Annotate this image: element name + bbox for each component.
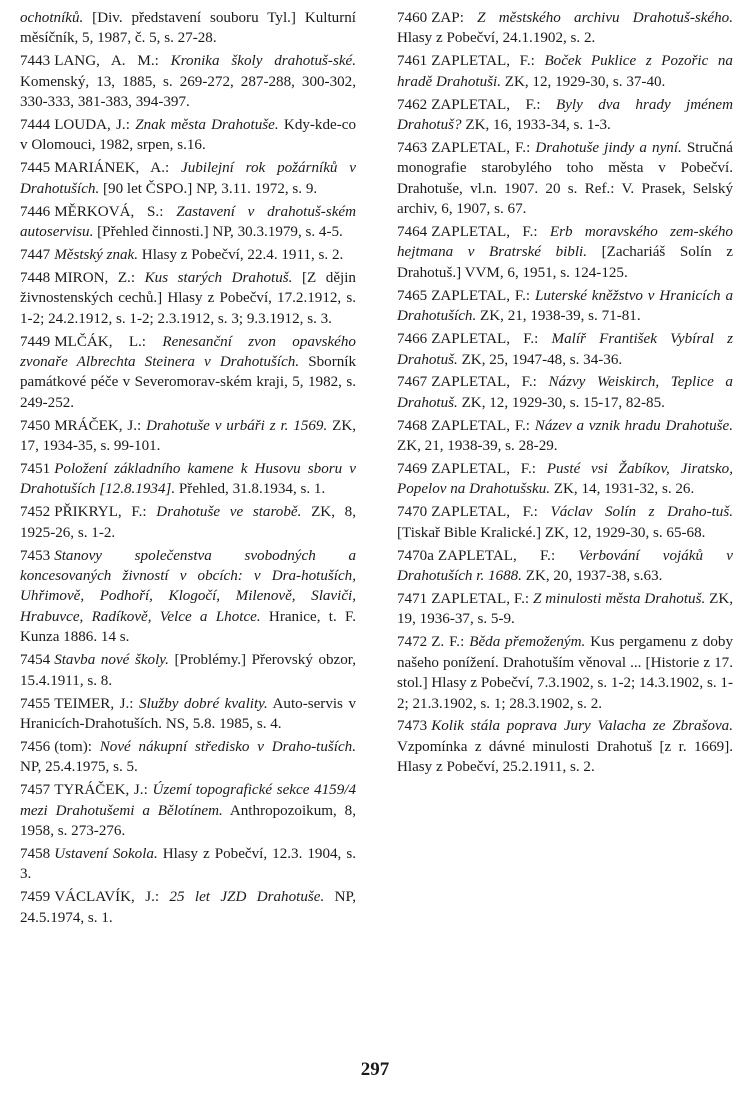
bib-entry	[20, 202, 356, 243]
entry-number: 7462	[397, 96, 428, 113]
entry-number: 7448	[20, 269, 51, 286]
entry-citation: ZK, 21, 1938-39, s. 28-29.	[397, 438, 558, 455]
entry-number: 7461	[397, 53, 428, 70]
bib-entry	[20, 332, 356, 414]
entry-title: Ustavení Sokola.	[54, 845, 158, 862]
bib-entry	[20, 459, 356, 500]
page-number: 297	[360, 1059, 390, 1080]
entry-title: ochotníků.	[20, 10, 84, 26]
entry-citation: ZK, 17, 1934-35, s. 99-101.	[20, 417, 357, 455]
entry-title: Položení základního kamene k Husovu sboru v Drahotuších [12.8.1934].	[20, 461, 356, 498]
entry-number: 7470a	[397, 547, 434, 564]
entry-citation: [Div. představení souboru Tyl.] Kulturní měsíčník, 5, 1987, č. 5, s. 27-28.	[20, 10, 356, 47]
entry-title: 25 let JZD Drahotuše.	[169, 889, 325, 906]
entry-number: 7450	[20, 417, 51, 434]
entry-author: MARIÁNEK, A.:	[54, 160, 170, 177]
entry-citation: [90 let ČSPO.] NP, 3.11. 1972, s. 9.	[99, 180, 318, 197]
bib-entry	[20, 158, 356, 199]
entry-author: ZAPLETAL, F.:	[431, 53, 535, 70]
entry-citation: Komenský, 13, 1885, s. 269-272, 287-288, 300-302, 330-333, 381-383, 394-397.	[20, 73, 356, 111]
entry-author: Z. F.:	[431, 634, 465, 651]
entry-author: MRÁČEK, J.:	[54, 417, 142, 434]
entry-number: 7459	[20, 889, 51, 906]
entry-author: ZAP:	[431, 10, 464, 26]
entry-title: Z minulosti města Drahotuš.	[532, 590, 706, 607]
bib-entry	[397, 459, 733, 500]
entry-citation: Hlasy z Pobečví, 24.1.1902, s. 2.	[397, 30, 596, 47]
entry-title: Běda přemoženým.	[469, 634, 586, 651]
entry-number: 7470	[397, 504, 428, 521]
bib-entry	[397, 502, 733, 543]
entry-author: TEIMER, J.:	[54, 695, 134, 712]
entry-number: 7465	[397, 287, 428, 304]
bib-entry	[397, 8, 733, 49]
entry-title: Nové nákupní středisko v Draho-tuších.	[99, 738, 356, 755]
entry-number: 7458	[20, 845, 51, 862]
entry-title: Služby dobré kvality.	[139, 695, 268, 712]
bib-entry	[20, 650, 356, 691]
entry-number: 7469	[397, 461, 428, 478]
entry-citation: Hlasy z Pobečví, 22.4. 1911, s. 2.	[138, 246, 344, 263]
entry-author: LANG, A. M.:	[54, 53, 159, 70]
entry-author: ZAPLETAL, F.:	[431, 374, 537, 391]
bib-entry	[20, 502, 356, 543]
entry-title: Název a vznik hradu Drahotuše.	[534, 417, 733, 434]
bib-entry	[20, 694, 356, 735]
entry-author: (tom):	[54, 738, 92, 755]
entry-author: ZAPLETAL, F.:	[437, 547, 556, 564]
bib-entry	[397, 589, 733, 630]
entry-citation: Stručná monografie starobylého toho města v Pobečví. Drahotuše, vl.n. 1907. 20 s. Ref.: V. Prasek, Selský archiv, 6, 1907, s. 67.	[397, 139, 733, 218]
entry-title: Stavba nové školy.	[54, 652, 169, 669]
entry-number: 7466	[397, 331, 428, 348]
entry-number: 7451	[20, 461, 51, 478]
entry-title: Stanovy společenstva svobodných a koncesovaných živností v obcích: v Dra-hotuších, Uhřimově, Podhoří, Klogočí, Milenově, Slaviči, Hrabuvce, Radíkově, Velce a Lhotce.	[20, 547, 356, 625]
entry-title: Václav Solín z Draho-tuš.	[550, 504, 733, 521]
entry-author: ZAPLETAL, F.:	[431, 461, 536, 478]
entry-citation: ZK, 14, 1931-32, s. 26.	[550, 481, 695, 498]
entry-citation: Kus pergamenu z doby našeho ponížení. Drahotuším věnoval ... [Historie z 17. stol.] Hlasy z Pobečví, 7.3.1902, s. 1-2; 14.3.1902, s. 1-2; 21.3.1902, s. 1; 28.3.1902, s. 2.	[397, 634, 733, 712]
bib-entry	[397, 51, 733, 92]
entry-number: 7472	[397, 634, 428, 651]
entry-citation: [Tiskař Bible Kralické.] ZK, 12, 1929-30, s. 65-68.	[397, 524, 706, 541]
entry-author: ZAPLETAL, F.:	[431, 590, 530, 607]
entry-citation: ZK, 12, 1929-30, s. 15-17, 82-85.	[457, 394, 665, 411]
entry-citation: ZK, 16, 1933-34, s. 1-3.	[461, 117, 611, 134]
entry-number: 7446	[20, 203, 51, 220]
entry-author: ZAPLETAL, F.:	[431, 96, 541, 113]
entry-number: 7463	[397, 139, 428, 156]
entry-number: 7454	[20, 652, 51, 669]
bib-entry	[20, 115, 356, 156]
entry-author: ZAPLETAL, F.:	[431, 504, 538, 521]
entry-title: Drahotuše ve starobě.	[156, 504, 302, 521]
entry-citation: [Přehled činnosti.] NP, 30.3.1979, s. 4-5.	[93, 224, 343, 241]
entry-title: Drahotuše jindy a nyní.	[535, 139, 682, 156]
entry-author: MĚRKOVÁ, S.:	[54, 203, 164, 220]
bib-entry	[20, 245, 356, 265]
entry-author: ZAPLETAL, F.:	[431, 139, 531, 156]
entry-title: Kus starých Drahotuš.	[144, 269, 293, 286]
entry-title: Verbování vojáků v Drahotuších r. 1688.	[397, 547, 733, 585]
entry-title: Jubilejní rok požárníků v Drahotuších.	[20, 160, 356, 197]
entry-author: ZAPLETAL, F.:	[431, 224, 538, 241]
entry-citation: ZK, 20, 1937-38, s.63.	[521, 568, 663, 585]
entry-number: 7471	[397, 590, 428, 607]
bib-entry	[397, 138, 733, 220]
bib-entry	[397, 329, 733, 370]
entry-number: 7460	[397, 10, 428, 26]
entry-citation: ZK, 21, 1938-39, s. 71-81.	[476, 308, 641, 325]
entry-citation: Hranice, t. F. Kunza 1886. 14 s.	[20, 608, 356, 646]
bib-entry	[397, 416, 733, 457]
bib-entry	[397, 716, 733, 777]
entry-citation: Anthropozoikum, 8, 1958, s. 273-276.	[20, 802, 356, 839]
entry-citation: Kdy-kde-co v Olomouci, 1982, srpen, s.16.	[20, 117, 356, 154]
bib-entry	[20, 780, 356, 841]
bib-entry	[20, 416, 356, 457]
entry-title: Kronika školy drahotuš-ské.	[170, 53, 356, 70]
entry-title: Zastavení v drahotuš-ském autoservisu.	[20, 203, 356, 241]
bib-entry	[20, 844, 356, 885]
entry-citation: [Zachariáš Solín z Drahotuš.] VVM, 6, 1951, s. 124-125.	[397, 244, 733, 281]
entry-citation: Vzpomínka z dávné minulosti Drahotuš [z r. 1669]. Hlasy z Pobečví, 25.2.1911, s. 2.	[397, 738, 733, 776]
entry-title: Městský znak.	[54, 246, 139, 263]
entry-title: Erb moravského zem-ského hejtmana v Bratrské bibli.	[397, 224, 733, 261]
bib-entry	[20, 268, 356, 329]
entry-title: Názvy Weiskirch, Teplice a Drahotuš.	[397, 374, 733, 411]
entry-number: 7443	[20, 53, 51, 70]
entry-number: 7457	[20, 782, 51, 799]
entry-author: ZAPLETAL, F.:	[431, 287, 531, 304]
entry-author: LOUDA, J.:	[54, 117, 130, 134]
entry-author: PŘIKRYL, F.:	[54, 504, 147, 521]
entry-number: 7452	[20, 504, 51, 521]
entry-number: 7456	[20, 738, 51, 755]
entry-citation: NP, 24.5.1974, s. 1.	[20, 889, 356, 926]
entry-number: 7444	[20, 117, 51, 134]
entry-citation: Hlasy z Pobečví, 12.3. 1904, s. 3.	[20, 845, 356, 883]
entry-author: ZAPLETAL, F.:	[431, 417, 530, 434]
entry-author: ZAPLETAL, F.:	[431, 331, 539, 348]
entry-author: VÁCLAVÍK, J.:	[54, 889, 160, 906]
entry-citation: ZK, 8, 1925-26, s. 1-2.	[20, 504, 357, 541]
entry-title: Renesanční zvon opavského zvonaře Albrechta Steinera v Drahotuších.	[20, 333, 356, 370]
entry-number: 7449	[20, 333, 51, 350]
entry-author: MIRON, Z.:	[54, 269, 136, 286]
entry-number: 7473	[397, 718, 428, 735]
entry-citation: [Problémy.] Přerovský obzor, 15.4.1911, s. 8.	[20, 652, 357, 689]
entry-number: 7455	[20, 695, 51, 712]
entry-title: Drahotuše v urbáři z r. 1569.	[146, 417, 328, 434]
bib-entry	[397, 95, 733, 136]
entry-number: 7447	[20, 246, 51, 263]
entry-title: Kolik stála poprava Jury Valacha ze Zbrašova.	[431, 718, 733, 735]
entry-number: 7445	[20, 160, 51, 177]
entry-citation: [Z dějin živnostenských cechů.] Hlasy z Pobečví, 17.2.1912, s. 1-2; 24.2.1912, s. 1-2; 2.3.1912, s. 3; 9.3.1912, s. 3.	[20, 269, 356, 327]
entry-title: Luterské kněžstvo v Hranicích a Drahotuších.	[397, 287, 733, 325]
bib-entry	[397, 222, 733, 283]
entry-title: Území topografické sekce 4159/4 mezi Drahotušemi a Bělotínem.	[20, 782, 357, 819]
entry-title: Pusté vsi Žabíkov, Jiratsko, Popelov na Drahotušsku.	[397, 461, 733, 498]
left-column	[20, 8, 356, 930]
bib-entry	[397, 632, 733, 714]
bib-entry	[20, 737, 356, 778]
entry-number: 7467	[397, 374, 428, 391]
entry-number: 7464	[397, 224, 428, 241]
entry-author: TYRÁČEK, J.:	[54, 782, 148, 799]
entry-author: MLČÁK, L.:	[54, 333, 146, 350]
entry-citation: Sborník památkové péče v Severomorav-ském kraji, 5, 1982, s. 249-252.	[20, 354, 357, 411]
entry-number: 7468	[397, 417, 428, 434]
bib-entry	[397, 372, 733, 413]
entry-title: Znak města Drahotuše.	[135, 117, 279, 134]
entry-citation: ZK, 12, 1929-30, s. 37-40.	[500, 73, 666, 90]
entry-title: Byly dva hrady jménem Drahotuš?	[397, 96, 733, 134]
bib-entry	[20, 51, 356, 112]
bib-entry	[397, 546, 733, 587]
entry-title: Z městského archivu Drahotuš-ského.	[477, 10, 733, 26]
entry-number: 7453	[20, 547, 51, 564]
bib-entry	[20, 8, 356, 49]
entry-title: Boček Puklice z Pozořic na hradě Drahotuši.	[397, 53, 733, 90]
entry-citation: NP, 25.4.1975, s. 5.	[20, 759, 138, 776]
bib-entry	[20, 546, 356, 648]
bib-entry	[20, 887, 356, 928]
entry-citation: Auto-servis v Hranicích-Drahotuších. NS, 5.8. 1985, s. 4.	[20, 695, 356, 732]
bib-entry	[397, 286, 733, 327]
right-column	[397, 8, 733, 780]
entry-citation: ZK, 25, 1947-48, s. 34-36.	[457, 351, 623, 368]
entry-citation: Přehled, 31.8.1934, s. 1.	[175, 481, 326, 498]
entry-citation: ZK, 19, 1936-37, s. 5-9.	[397, 590, 734, 628]
entry-title: Malíř František Vybíral z Drahotuš.	[397, 331, 733, 368]
